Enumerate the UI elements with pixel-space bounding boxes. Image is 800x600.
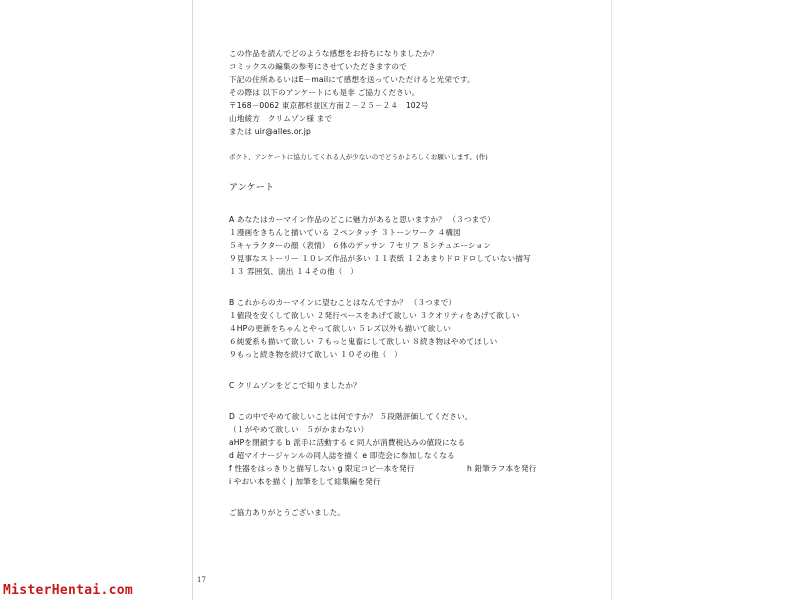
watermark-text: MisterHentai.com (3, 583, 134, 598)
survey-title: アンケート (229, 183, 275, 193)
question-d-option (229, 462, 599, 475)
postal-address: 〒168－0062 東京都杉並区方南２－２５－２４ 102号 (229, 101, 429, 110)
intro-line: その際は 以下のアンケートにも是非 ご協力ください。 (229, 88, 420, 97)
email-address: または uir@alles.or.jp (229, 127, 312, 136)
question-a (229, 213, 599, 278)
document-page (192, 0, 612, 600)
question-b-option: ４HPの更新をちゃんとやって欲しい ５レズ以外も描いて欲しい (229, 324, 452, 333)
question-d-option (229, 449, 599, 462)
question-a-option: １漫画をきちんと描いている ２ペンタッチ ３トーンワーク ４構図 (229, 228, 461, 237)
question-d-option-left: d 超マイナージャンルの同人誌を描く e 即売会に参加しなくなる (229, 451, 455, 460)
question-d (229, 410, 599, 488)
question-d-title: D この中でやめて欲しいことは何ですか？ ５段階評価してください。 (229, 412, 473, 421)
question-d-option-left: i やおい本を描く j 加筆をして総集編を発行 (229, 477, 381, 486)
question-b-option: ９もっと続き物を続けて欲しい １０その他（ ） (229, 350, 402, 359)
question-d-option-left: aHPを閉鎖する b 派手に活動する c 同人が消費税込みの値段になる (229, 438, 466, 447)
intro-line: 下記の住所あるいはE－mailにて感想を送っていただけると光栄です。 (229, 75, 475, 84)
question-a-title: A あなたはカーマイン作品のどこに魅力があると思いますか？ （３つまで） (229, 215, 495, 224)
question-d-option-left: f 性器をはっきりと描写しない g 限定コピー本を発行 (229, 464, 415, 473)
intro-line: この作品を読んでどのような感想をお持ちになりましたか？ (229, 49, 439, 58)
question-d-scale: （１がやめて欲しい ５がかまわない） (229, 425, 369, 434)
intro-line: コミックスの編集の参考にさせていただきますので (229, 62, 407, 71)
question-d-option (229, 436, 599, 449)
page-number: 17 (197, 576, 206, 584)
question-a-option: ５キャラクターの顔（表情） ６体のデッサン ７セリフ ８シチュエーション (229, 241, 492, 250)
author-note: ボクト、アンケートに協力してくれる人が少ないのでどうかよろしくお願いします。(作) (229, 153, 488, 161)
question-b-title: B これからのカーマインに望むことはなんですか？ （３つまで） (229, 298, 457, 307)
question-a-option: １３ 雰囲気、演出 １４その他（ ） (229, 267, 359, 276)
question-d-option (229, 475, 599, 488)
question-c-title: C クリムゾンをどこで知りましたか？ (229, 381, 361, 390)
question-b (229, 296, 599, 361)
question-b-option: １値段を安くして欲しい ２発行ペースをあげて欲しい ３クオリティをあげて欲しい (229, 311, 520, 320)
question-a-option: ９見事なストーリー １０レズ作品が多い １１表紙 １２あまりドロドロしていない描写 (229, 254, 531, 263)
page-content (229, 47, 599, 519)
recipient: 山地綾方 クリムゾン様 まで (229, 114, 333, 123)
question-d-option-right: h 鉛筆ラフ本を発行 (467, 464, 537, 473)
question-b-option: ６純愛系も描いて欲しい ７もっと鬼畜にして欲しい ８続き物はやめてほしい (229, 337, 498, 346)
intro-block (229, 47, 599, 138)
closing-text: ご協力ありがとうございました。 (229, 508, 346, 517)
